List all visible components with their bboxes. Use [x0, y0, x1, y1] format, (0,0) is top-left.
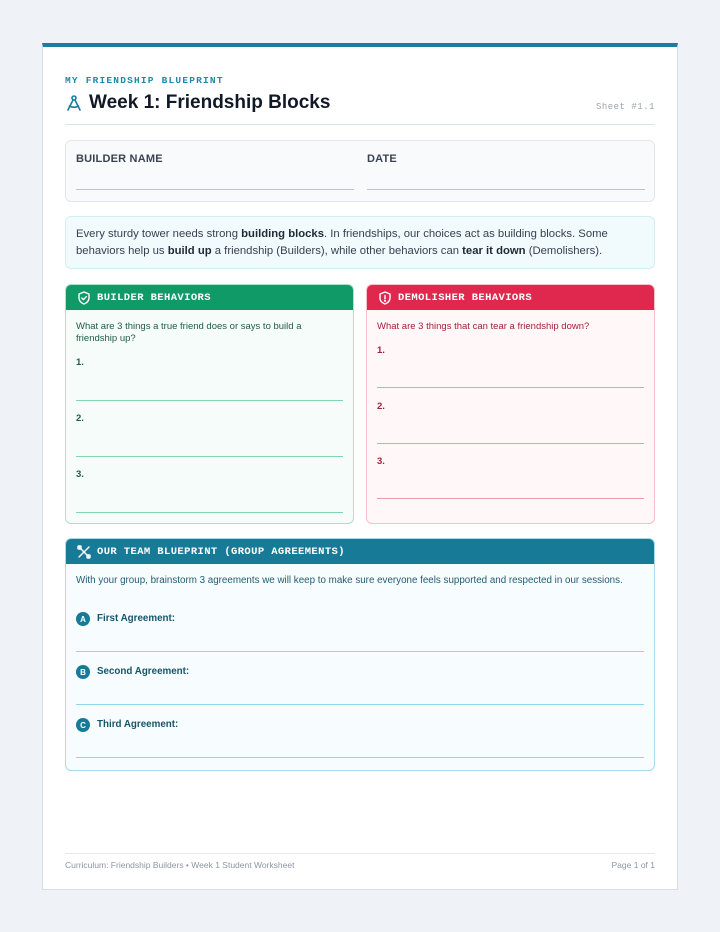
agreement-badge: C	[76, 718, 90, 732]
agreement-answer-line[interactable]	[76, 757, 644, 758]
intro-part: Every sturdy tower needs strong	[76, 228, 242, 240]
builder-answer-line[interactable]	[76, 400, 343, 401]
builder-panel-title: BUILDER BEHAVIORS	[97, 291, 211, 304]
intro-bold: tear it down	[462, 245, 526, 257]
builder-number: 3.	[76, 469, 84, 480]
agreement-badge: B	[76, 665, 90, 679]
agreement-item	[76, 718, 644, 758]
agreement-label: First Agreement:	[97, 613, 176, 624]
demolisher-panel-header	[367, 285, 654, 310]
tools-icon	[77, 545, 91, 559]
team-panel-header	[66, 539, 654, 564]
team-description: With your group, brainstorm 3 agreements we will keep to make sure everyone feels supported and respected in our sessions.	[76, 575, 623, 586]
intro-bold: build up	[167, 245, 212, 257]
agreement-item	[76, 612, 644, 652]
demolisher-answer-line[interactable]	[377, 443, 644, 444]
builder-name-label: BUILDER NAME	[76, 153, 163, 165]
builder-info-box	[65, 140, 655, 202]
agreement-answer-line[interactable]	[76, 704, 644, 705]
agreement-answer-line[interactable]	[76, 651, 644, 652]
footer-curriculum: Curriculum: Friendship Builders • Week 1 Student Worksheet	[65, 860, 295, 870]
demolisher-answer-line[interactable]	[377, 498, 644, 499]
shield-check-icon	[77, 291, 91, 305]
demolisher-number: 1.	[377, 345, 385, 356]
footer-divider	[65, 853, 655, 854]
header-divider	[65, 124, 655, 125]
intro-part: . In friendships, our choices act as building blocks. Some behaviors help us	[76, 228, 608, 257]
builder-panel-header	[66, 285, 353, 310]
compass-icon	[65, 94, 83, 112]
worksheet-page	[42, 43, 678, 890]
builder-name-input[interactable]	[76, 189, 354, 190]
date-label: DATE	[367, 153, 397, 165]
shield-alert-icon	[378, 291, 392, 305]
builder-number: 1.	[76, 357, 84, 368]
agreement-item	[76, 665, 644, 705]
demolisher-prompt: What are 3 things that can tear a friendship down?	[377, 321, 590, 332]
title-row	[65, 91, 655, 115]
builder-number: 2.	[76, 413, 84, 424]
builder-name-field	[76, 153, 163, 165]
builder-answer-line[interactable]	[76, 512, 343, 513]
demolisher-number: 2.	[377, 401, 385, 412]
builder-answer-line[interactable]	[76, 456, 343, 457]
team-panel-title: OUR TEAM BLUEPRINT (GROUP AGREEMENTS)	[97, 545, 345, 558]
footer-page-number: Page 1 of 1	[611, 860, 655, 870]
builder-prompt: What are 3 things a true friend does or says to build a friendship up?	[76, 321, 302, 344]
agreement-label: Second Agreement:	[97, 666, 190, 677]
intro-bold: building blocks	[241, 228, 324, 240]
intro-part: (Demolishers).	[525, 245, 603, 257]
intro-text	[65, 216, 655, 269]
builder-panel	[65, 284, 354, 524]
demolisher-panel	[366, 284, 655, 524]
agreement-label: Third Agreement:	[97, 719, 179, 730]
date-field	[367, 153, 397, 165]
page-title: Week 1: Friendship Blocks	[89, 92, 331, 113]
demolisher-number: 3.	[377, 456, 385, 467]
agreement-badge: A	[76, 612, 90, 626]
demolisher-panel-title: DEMOLISHER BEHAVIORS	[398, 291, 533, 304]
demolisher-answer-line[interactable]	[377, 387, 644, 388]
team-blueprint-panel	[65, 538, 655, 771]
brand-label: MY FRIENDSHIP BLUEPRINT	[65, 75, 224, 86]
date-input[interactable]	[367, 189, 645, 190]
sheet-number: Sheet #1.1	[595, 102, 655, 112]
intro-part: a friendship (Builders), while other behaviors can	[211, 245, 463, 257]
